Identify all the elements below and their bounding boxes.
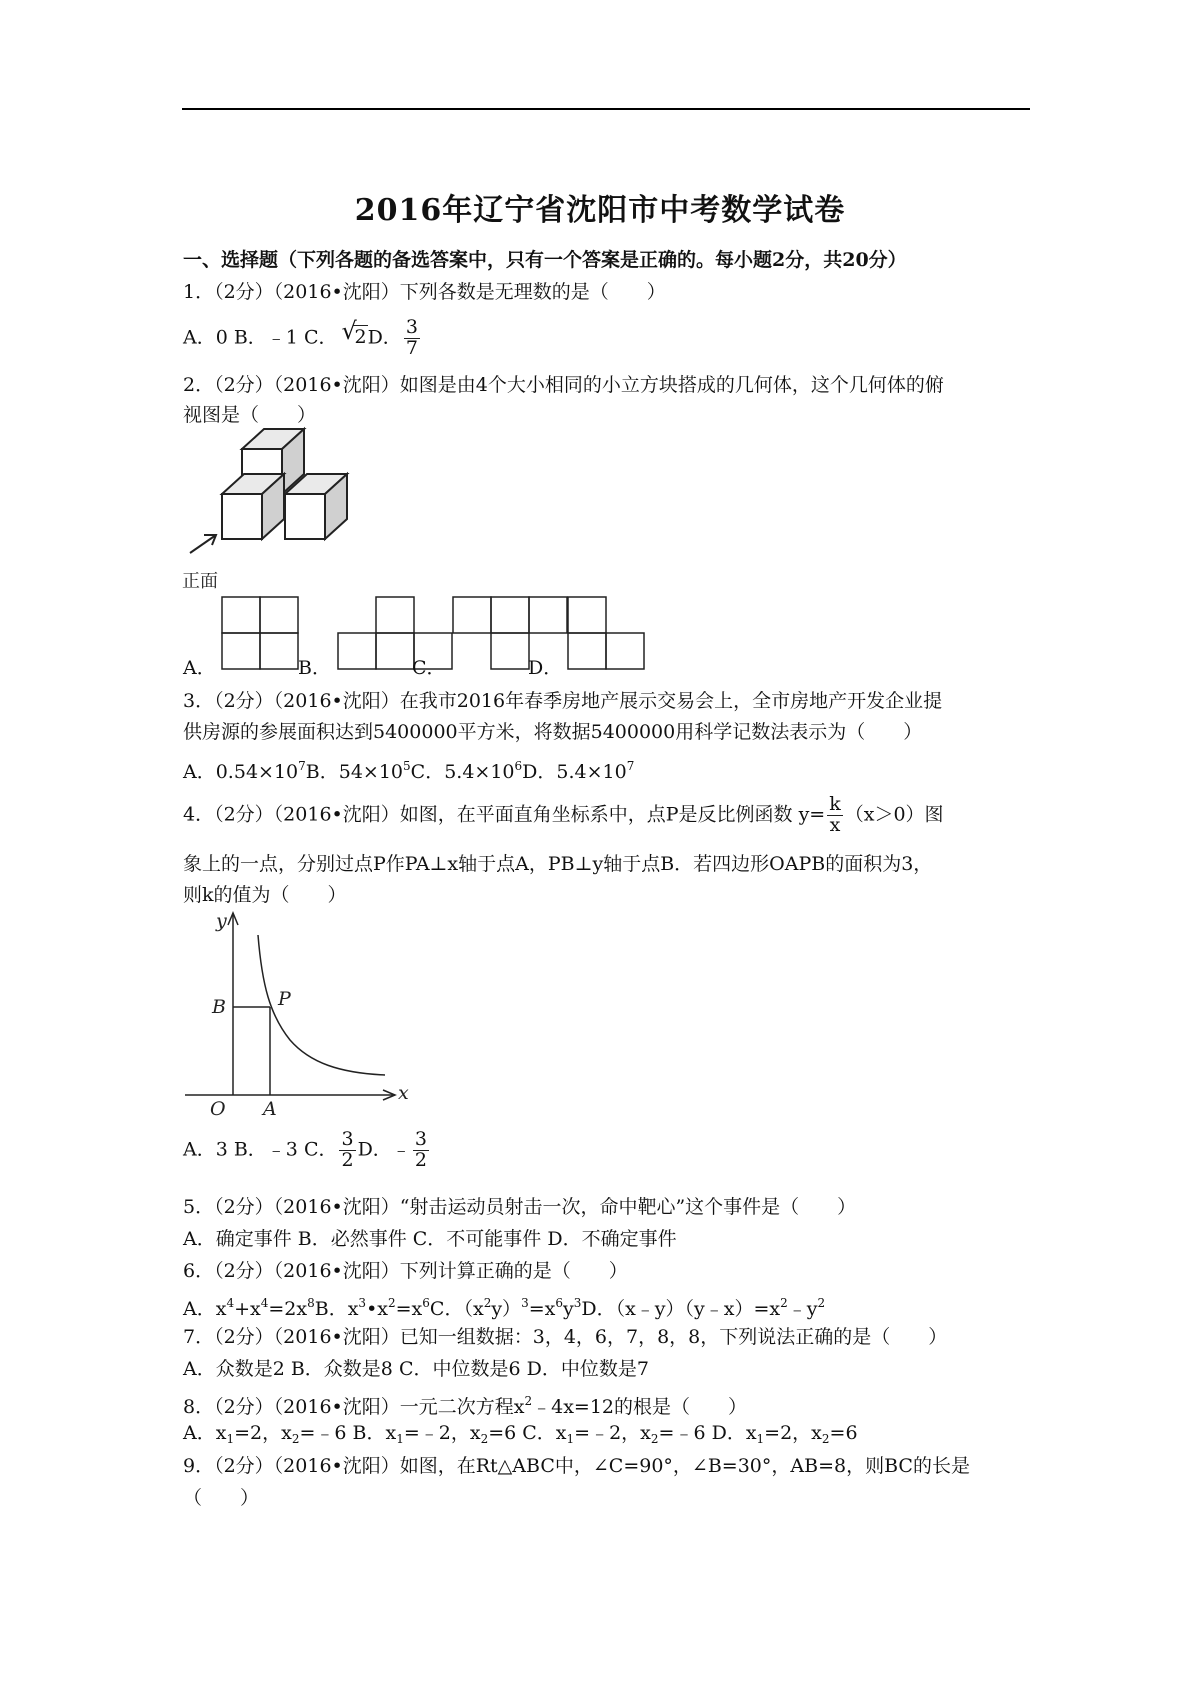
- q6-e3: 8: [307, 1296, 315, 1310]
- q6-t8: y）: [491, 1298, 522, 1320]
- q7-stem: 7．（2分）（2016•沈阳）已知一组数据：3，4，6，7，8，8，下列说法正确的是（ ）: [183, 1326, 948, 1348]
- q8-stem-a: 8．（2分）（2016•沈阳）一元二次方程x: [183, 1396, 525, 1418]
- q4-option-d-label: D．﹣: [357, 1138, 411, 1161]
- q9-stem-line1: 9．（2分）（2016•沈阳）如图，在Rt△ABC中，∠C=90°，∠B=30°，AB=8，则BC的长是: [183, 1455, 970, 1477]
- q8-d3: =6: [829, 1422, 858, 1444]
- q4-frac-den: x: [829, 813, 841, 836]
- q1-frac-den: 7: [405, 336, 418, 359]
- q6-t7: C．（x: [429, 1298, 484, 1320]
- q8-a2: =2，x: [234, 1422, 292, 1444]
- q4-d-den: 2: [414, 1148, 427, 1171]
- q4-fraction: [827, 795, 843, 836]
- q1-options: [183, 318, 422, 359]
- q4-stem-line2: 象上的一点，分别过点P作PA⊥x轴于点A，PB⊥y轴于点B．若四边形OAPB的面积为3，: [183, 853, 933, 875]
- q7-options: A．众数是2 B．众数是8 C．中位数是6 D．中位数是7: [183, 1358, 649, 1380]
- q6-t12: ﹣y: [787, 1298, 818, 1320]
- q4-c-den: 2: [341, 1148, 354, 1171]
- q4-option-d-frac: [413, 1130, 429, 1171]
- q6-e11: 2: [780, 1296, 788, 1310]
- q4-p-label: P: [278, 988, 291, 1010]
- q4-options-abc: A．3 B．﹣3 C．: [183, 1138, 338, 1161]
- q3-opt-b-text: B．54×10: [305, 761, 404, 783]
- q4-stem-line1-b: （x＞0）图: [844, 803, 944, 826]
- q6-t5: •x: [366, 1298, 388, 1320]
- q2-stem-line2: 视图是（ ）: [183, 404, 317, 426]
- q4-options: [183, 1130, 431, 1171]
- q6-e12: 2: [817, 1296, 826, 1310]
- q3-opt-c-exp: 6: [514, 759, 523, 773]
- q3-opt-a-text: A．0.54×10: [183, 761, 299, 783]
- page-title: 2016年辽宁省沈阳市中考数学试卷: [354, 193, 846, 228]
- q8-a3: =﹣6 B．x: [299, 1422, 397, 1444]
- q4-stem-line3: 则k的值为（ ）: [183, 884, 347, 906]
- q6-e6: 6: [422, 1296, 430, 1310]
- q2-opt-c: C．: [412, 657, 446, 679]
- q1-fraction: [404, 318, 420, 359]
- q6-e2: 4: [260, 1296, 269, 1310]
- q1-options-abc: A．0 B．﹣1 C．: [183, 326, 338, 349]
- cube-figure: [180, 425, 360, 595]
- q4-stem-line1-a: 4．（2分）（2016•沈阳）如图，在平面直角坐标系中，点P是反比例函数 y=: [183, 803, 826, 826]
- q6-t6: =x: [395, 1298, 423, 1320]
- q8-d1s: 1: [756, 1432, 765, 1446]
- q8-c3: =﹣6 D．x: [658, 1422, 757, 1444]
- q6-e9: 6: [555, 1296, 563, 1310]
- header-rule: [182, 108, 1030, 110]
- q4-y-label: y: [216, 910, 227, 932]
- q2-stem-line1: 2．（2分）（2016•沈阳）如图是由4个大小相同的小立方块搭成的几何体，这个几何体的俯: [183, 374, 944, 396]
- q8-c2s: 2: [650, 1432, 659, 1446]
- q4-x-label: x: [398, 1082, 409, 1104]
- q4-b-label: B: [212, 996, 226, 1018]
- q3-stem-line1: 3．（2分）（2016•沈阳）在我市2016年春季房地产展示交易会上，全市房地产开发企业提: [183, 690, 943, 712]
- q6-e4: 3: [358, 1296, 367, 1310]
- q6-e10: 3: [573, 1296, 582, 1310]
- q4-option-c-frac: [339, 1130, 355, 1171]
- q3-opt-d-text: D．5.4×10: [522, 761, 627, 783]
- q2-opt-a: A．: [183, 657, 216, 679]
- q6-t4: B．x: [314, 1298, 359, 1320]
- q3-opt-c-text: C．5.4×10: [410, 761, 515, 783]
- q4-frac-num: k: [829, 793, 841, 815]
- q4-d-num: 3: [414, 1128, 427, 1150]
- q8-b2s: 2: [480, 1432, 489, 1446]
- q6-e8: 3: [521, 1296, 529, 1310]
- q9-stem-line2: （ ）: [183, 1487, 260, 1509]
- q8-b2: =﹣2，x: [403, 1422, 481, 1444]
- q6-t11: D．（x﹣y）（y﹣x）=x: [581, 1298, 781, 1320]
- q4-c-num: 3: [341, 1128, 354, 1150]
- q8-stem-exp: 2: [524, 1394, 533, 1408]
- q4-graph: [180, 905, 420, 1120]
- q3-options: [183, 751, 634, 787]
- q4-stem-line1: [183, 795, 944, 836]
- q4-o-label: O: [210, 1098, 226, 1120]
- q3-opt-b-exp: 5: [403, 759, 411, 773]
- q6-t2: +x: [234, 1298, 261, 1320]
- q8-a2s: 2: [291, 1432, 300, 1446]
- q6-t1: A．x: [183, 1298, 227, 1320]
- q8-a1s: 1: [226, 1432, 235, 1446]
- section-heading: 一、选择题（下列各题的备选答案中，只有一个答案是正确的。每小题2分，共20分）: [183, 249, 907, 271]
- q6-t9: =x: [528, 1298, 556, 1320]
- q2-option-a-figure: [220, 595, 300, 675]
- q8-c1s: 1: [566, 1432, 575, 1446]
- q1-frac-num: 3: [405, 316, 418, 338]
- q6-e7: 2: [483, 1296, 492, 1310]
- q5-options: A．确定事件 B．必然事件 C．不可能事件 D．不确定事件: [183, 1228, 677, 1250]
- q2-option-d-figure: [566, 595, 648, 675]
- q3-stem-line2: 供房源的参展面积达到5400000平方米，将数据5400000用科学记数法表示为（ ）: [183, 721, 923, 743]
- q8-stem: [183, 1386, 747, 1422]
- q3-opt-a-exp: 7: [298, 759, 306, 773]
- q2-opt-d: D．: [528, 657, 563, 679]
- q6-e1: 4: [226, 1296, 235, 1310]
- q1-sqrt: [341, 317, 367, 352]
- q8-a1: A．x: [183, 1422, 227, 1444]
- q6-stem: 6．（2分）（2016•沈阳）下列计算正确的是（ ）: [183, 1260, 628, 1282]
- q6-t3: =2x: [268, 1298, 308, 1320]
- q3-opt-d-exp: 7: [626, 759, 635, 773]
- q8-options: [183, 1418, 858, 1454]
- q8-c2: =﹣2，x: [574, 1422, 651, 1444]
- q8-d2s: 2: [821, 1432, 830, 1446]
- q8-b1s: 1: [396, 1432, 404, 1446]
- q6-options: [183, 1288, 825, 1324]
- q1-stem: 1．（2分）（2016•沈阳）下列各数是无理数的是（ ）: [183, 281, 666, 303]
- q4-a-label: A: [263, 1098, 277, 1120]
- q8-stem-b: ﹣4x=12的根是（ ）: [532, 1396, 748, 1418]
- sqrt-radical-icon: √: [341, 317, 357, 346]
- q6-e5: 2: [388, 1296, 396, 1310]
- q6-t10: y: [562, 1298, 574, 1320]
- q8-b3: =6 C．x: [488, 1422, 567, 1444]
- q2-opt-b: B．: [298, 657, 331, 679]
- q1-radicand: 2: [354, 326, 367, 349]
- q1-option-d-label: D．: [367, 326, 402, 349]
- q2-front-label: 正面: [182, 571, 218, 592]
- q8-d2: =2，x: [764, 1422, 822, 1444]
- q5-stem: 5．（2分）（2016•沈阳）“射击运动员射击一次，命中靶心”这个事件是（ ）: [183, 1196, 857, 1218]
